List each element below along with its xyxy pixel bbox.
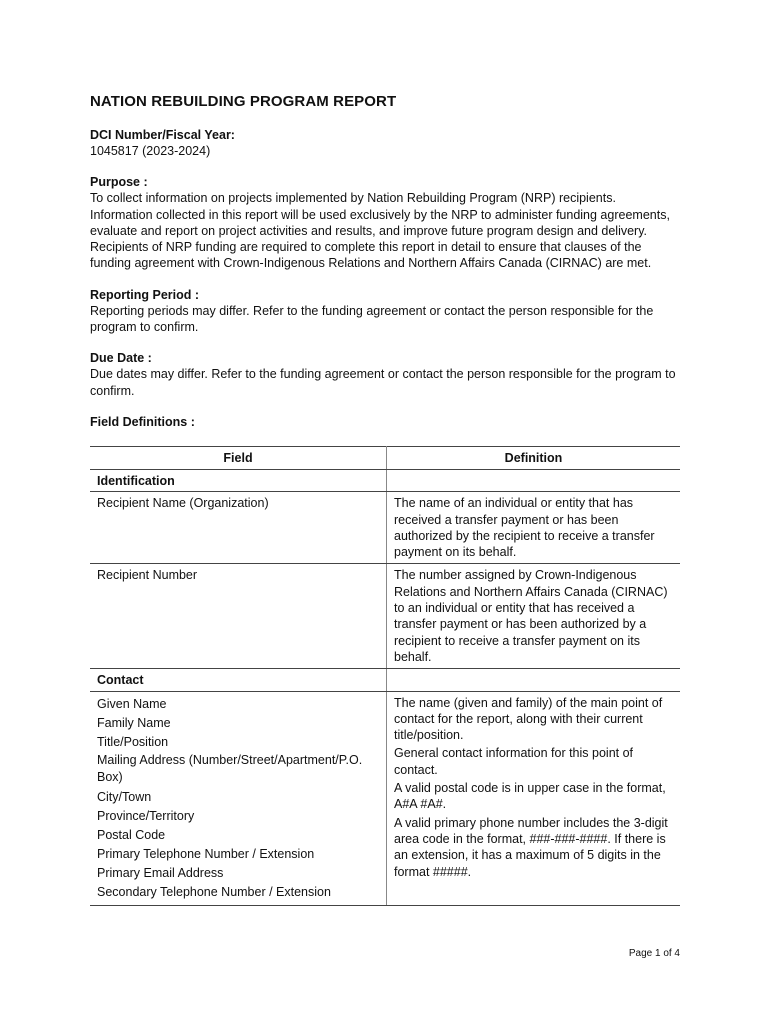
field-primary-telephone: Primary Telephone Number / Extension: [97, 846, 315, 861]
group-row-spacer: [387, 469, 681, 491]
purpose-text: To collect information on projects implemented by Nation Rebuilding Program (NRP) recipients. Information collected in this report will be used exclusively by the NRP to administer funding agreements, evaluate and report on project activities and results, and improve future program design and delivery. Recipients of NRP funding are required to complete this report in detail to ensure that clauses of the funding agreement with Crown-Indigenous Relations and Northern Affairs Canada (CIRNAC) are met.: [90, 191, 670, 271]
table-row: [90, 492, 680, 564]
field-city-town: City/Town: [97, 789, 152, 804]
field-primary-email: Primary Email Address: [97, 865, 224, 880]
due-date-label: Due Date :: [90, 351, 152, 366]
definition-recipient-name: The name of an individual or entity that has received a transfer payment or has been authorized by the recipient to receive a transfer payment on its behalf.: [387, 492, 681, 564]
field-definitions-label: Field Definitions :: [90, 414, 195, 429]
group-row-contact: [90, 669, 680, 691]
purpose-label: Purpose :: [90, 175, 148, 190]
contact-fields-cell: [90, 691, 387, 905]
field-title-position: Title/Position: [97, 734, 169, 749]
header-field: Field: [90, 446, 387, 469]
reporting-period-text: Reporting periods may differ. Refer to the funding agreement or contact the person responsible for the program to confirm.: [90, 303, 654, 335]
field-family-name: Family Name: [97, 715, 171, 730]
table-header-row: [90, 446, 680, 469]
definition-phone-number: A valid primary phone number includes the 3-digit area code in the format, ###-###-####. If there is an extension, it has a maximum of 5 digits in the format #####.: [394, 815, 668, 879]
table-row: [90, 691, 680, 905]
header-definition: Definition: [387, 446, 681, 469]
definition-postal-code: A valid postal code is in upper case in the format, A#A #A#.: [394, 781, 666, 812]
field-province-territory: Province/Territory: [97, 808, 195, 823]
document-title: NATION REBUILDING PROGRAM REPORT: [90, 93, 397, 110]
reporting-period-label: Reporting Period :: [90, 287, 200, 302]
field-postal-code: Postal Code: [97, 827, 166, 842]
due-date-section: [90, 350, 680, 399]
group-row-spacer: [387, 669, 681, 691]
group-row-identification: [90, 469, 680, 491]
field-definitions-table: [90, 446, 680, 906]
purpose-section: [90, 174, 680, 271]
group-label-identification: Identification: [90, 469, 387, 491]
field-recipient-number: Recipient Number: [90, 564, 387, 669]
page-number: Page 1 of 4: [628, 948, 680, 959]
table-row: [90, 564, 680, 669]
document-page: [90, 93, 680, 906]
field-given-name: Given Name: [97, 696, 167, 711]
field-recipient-name: Recipient Name (Organization): [90, 492, 387, 564]
definition-recipient-number: The number assigned by Crown-Indigenous Relations and Northern Affairs Canada (CIRNAC) to an individual or entity that has received a transfer payment or has been authorized by a recipient to receive a transfer payment on its behalf.: [387, 564, 681, 669]
field-secondary-telephone: Secondary Telephone Number / Extension: [97, 884, 331, 899]
dci-value: 1045817 (2023-2024): [90, 144, 211, 158]
dci-label: DCI Number/Fiscal Year:: [90, 128, 235, 142]
definition-contact-info: General contact information for this point of contact.: [394, 746, 634, 777]
definition-contact-name: The name (given and family) of the main point of contact for the report, along with their current title/position.: [394, 695, 663, 743]
dci-section: [90, 127, 680, 159]
group-label-contact: Contact: [90, 669, 387, 691]
field-mailing-address: Mailing Address (Number/Street/Apartment/P.O. Box): [97, 752, 363, 784]
reporting-period-section: [90, 287, 680, 336]
contact-definitions-cell: [387, 691, 681, 905]
due-date-text: Due dates may differ. Refer to the funding agreement or contact the person responsible for the program to confirm.: [90, 367, 676, 398]
